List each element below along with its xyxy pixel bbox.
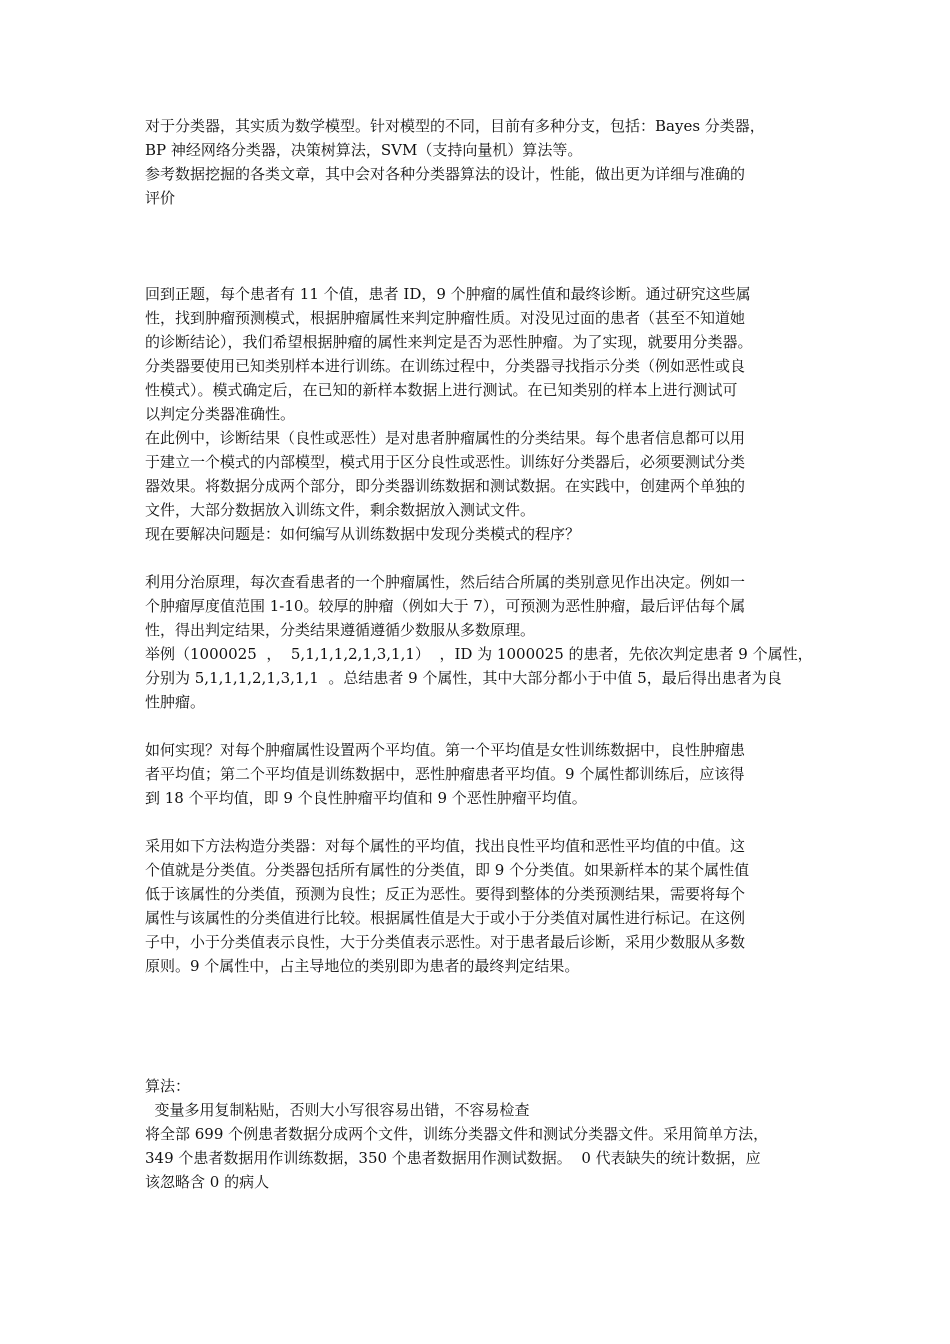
text-line: 低于该属性的分类值，预测为良性；反正为恶性。要得到整体的分类预测结果，需要将每个 <box>145 885 746 903</box>
text-line: 利用分治原理，每次查看患者的一个肿瘤属性，然后结合所属的类别意见作出决定。例如一 <box>145 573 746 591</box>
text-line: 算法： <box>145 1077 191 1095</box>
paragraph-divide-conquer <box>145 570 813 714</box>
paragraph-algorithm <box>145 1074 808 1194</box>
text-line: 将全部 699 个例患者数据分成两个文件，训练分类器文件和测试分类器文件。采用简单方法， <box>145 1125 769 1143</box>
text-line: 者平均值；第二个平均值是训练数据中，恶性肿瘤患者平均值。9 个属性都训练后，应该得 <box>145 765 745 783</box>
text-line: 性，得出判定结果，分类结果遵循遵循少数服从多数原理。 <box>145 621 536 639</box>
paragraph-averages <box>145 738 808 810</box>
spacer <box>145 210 808 282</box>
text-line: 的诊断结论），我们希望根据肿瘤的属性来判定是否为恶性肿瘤。为了实现，就要用分类器。 <box>145 333 753 351</box>
text-line: 分别为 5,1,1,1,2,1,3,1,1 。总结患者 9 个属性，其中大部分都小于中值 5，最后得出患者为良 <box>145 669 782 687</box>
text-line: 于建立一个模式的内部模型，模式用于区分良性或恶性。训练好分类器后，必须要测试分类 <box>145 453 746 471</box>
text-line: 性模式）。模式确定后，在已知的新样本数据上进行测试。在已知类别的样本上进行测试可 <box>145 381 738 399</box>
text-line: 该忽略含 0 的病人 <box>145 1173 270 1191</box>
spacer <box>145 546 808 570</box>
text-line: 评价 <box>145 189 176 207</box>
text-line: 性肿瘤。 <box>145 693 206 711</box>
text-line: 如何实现？对每个肿瘤属性设置两个平均值。第一个平均值是女性训练数据中，良性肿瘤患 <box>145 741 746 759</box>
text-line: 个值就是分类值。分类器包括所有属性的分类值，即 9 个分类值。如果新样本的某个属性值 <box>145 861 750 879</box>
document-page <box>145 114 813 1194</box>
text-line: 文件，大部分数据放入训练文件，剩余数据放入测试文件。 <box>145 501 536 519</box>
text-line: 349 个患者数据用作训练数据，350 个患者数据用作测试数据。 0 代表缺失的统计数据，应 <box>145 1149 761 1167</box>
paragraph-patient-data <box>145 282 808 546</box>
text-line: 个肿瘤厚度值范围 1-10。较厚的肿瘤（例如大于 7），可预测为恶性肿瘤，最后评估每个属 <box>145 597 746 615</box>
text-line: 原则。9 个属性中，占主导地位的类别即为患者的最终判定结果。 <box>145 957 580 975</box>
text-line: 属性与该属性的分类值进行比较。根据属性值是大于或小于分类值对属性进行标记。在这例 <box>145 909 746 927</box>
text-line: 采用如下方法构造分类器：对每个属性的平均值，找出良性平均值和恶性平均值的中值。这 <box>145 837 746 855</box>
spacer <box>145 978 808 1074</box>
text-line: 在此例中，诊断结果（良性或恶性）是对患者肿瘤属性的分类结果。每个患者信息都可以用 <box>145 429 746 447</box>
text-line: 回到正题，每个患者有 11 个值，患者 ID，9 个肿瘤的属性值和最终诊断。通过研究这些属 <box>145 285 751 303</box>
spacer <box>145 714 808 738</box>
paragraph-classifier-intro <box>145 114 808 210</box>
text-line: 到 18 个平均值，即 9 个良性肿瘤平均值和 9 个恶性肿瘤平均值。 <box>145 789 587 807</box>
text-line: 举例（1000025 ， 5,1,1,1,2,1,3,1,1） ，ID 为 1000025 的患者，先依次判定患者 9 个属性， <box>145 645 813 663</box>
text-line: 现在要解决问题是：如何编写从训练数据中发现分类模式的程序？ <box>145 525 581 543</box>
text-line: 以判定分类器准确性。 <box>145 405 296 423</box>
text-line: 参考数据挖掘的各类文章，其中会对各种分类器算法的设计，性能，做出更为详细与准确的 <box>145 165 746 183</box>
text-line: 分类器要使用已知类别样本进行训练。在训练过程中，分类器寻找指示分类（例如恶性或良 <box>145 357 746 375</box>
text-line: 性，找到肿瘤预测模式，根据肿瘤属性来判定肿瘤性质。对没见过面的患者（甚至不知道她 <box>145 309 746 327</box>
text-line: 变量多用复制粘贴，否则大小写很容易出错，不容易检查 <box>145 1101 530 1119</box>
spacer <box>145 810 808 834</box>
text-line: 子中，小于分类值表示良性，大于分类值表示恶性。对于患者最后诊断，采用少数服从多数 <box>145 933 746 951</box>
paragraph-classifier-construction <box>145 834 808 978</box>
text-line: BP 神经网络分类器，决策树算法，SVM（支持向量机）算法等。 <box>145 141 583 159</box>
text-line: 器效果。将数据分成两个部分，即分类器训练数据和测试数据。在实践中，创建两个单独的 <box>145 477 746 495</box>
text-line: 对于分类器，其实质为数学模型。针对模型的不同，目前有多种分支，包括：Bayes 分类器， <box>145 117 765 135</box>
